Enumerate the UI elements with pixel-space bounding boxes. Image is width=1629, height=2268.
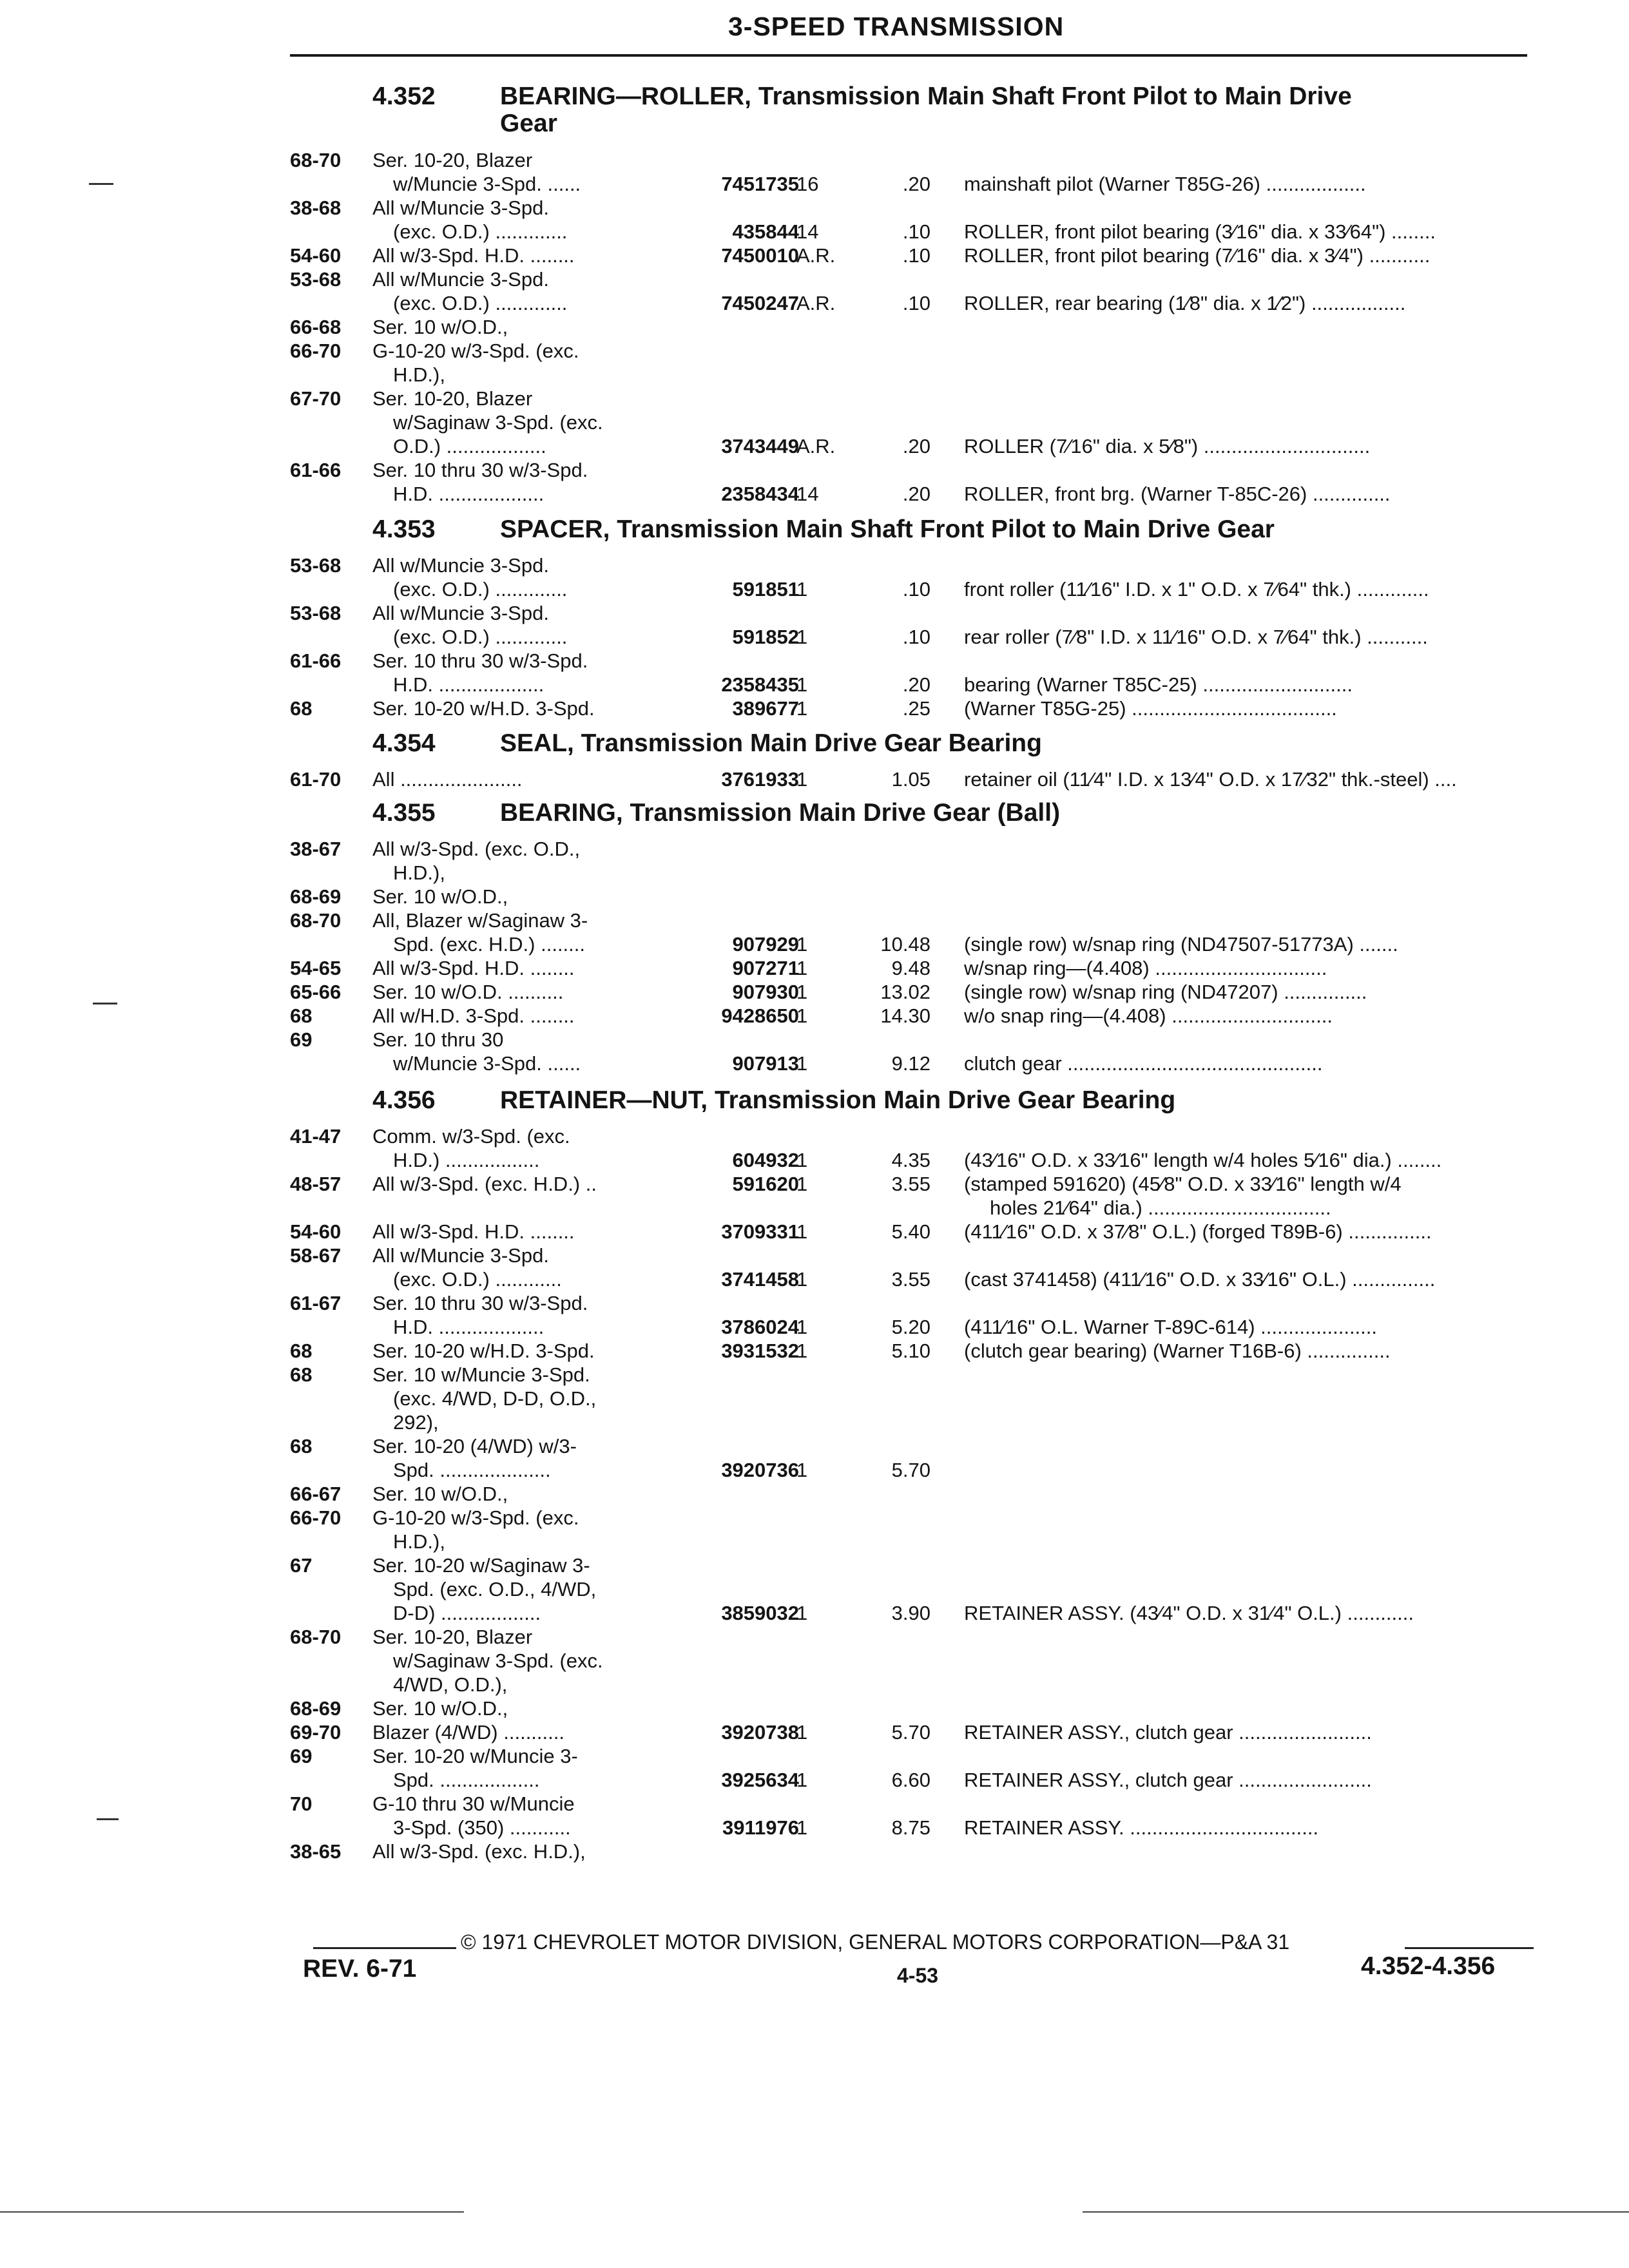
application-desc: Ser. 10-20 (4/WD) w/3- [372, 1435, 577, 1457]
catalog-row [0, 292, 1629, 315]
application-desc: Spd. (exc. H.D.) ........ [393, 933, 586, 956]
part-number: 591620 [732, 1173, 799, 1195]
application-desc: Ser. 10 w/O.D., [372, 1697, 508, 1720]
application-desc: Ser. 10 w/O.D., [372, 316, 508, 338]
part-number: 3859032 [721, 1602, 799, 1624]
catalog-row [0, 1578, 1629, 1601]
page-number: 4-53 [897, 1964, 939, 1987]
catalog-row [0, 244, 1629, 267]
model-years: 68-69 [290, 885, 342, 908]
application-desc: Ser. 10-20 w/H.D. 3-Spd. [372, 1340, 595, 1362]
footer-rule-right [1405, 1947, 1534, 1949]
price: 1.05 [891, 768, 930, 791]
part-description: bearing (Warner T85C-25) ........................... [964, 673, 1353, 696]
model-years: 48-57 [290, 1173, 342, 1195]
application-desc: All w/Muncie 3-Spd. [372, 197, 549, 219]
section-title: BEARING—ROLLER, Transmission Main Shaft Front Pilot to Main Drive [500, 82, 1352, 110]
model-years: 66-68 [290, 316, 342, 338]
catalog-row [0, 220, 1629, 244]
model-years: 69 [290, 1745, 313, 1767]
application-desc: Ser. 10 w/O.D. .......... [372, 981, 564, 1003]
application-desc: H.D.) ................. [393, 1149, 540, 1171]
catalog-row [0, 626, 1629, 649]
price: .10 [902, 292, 930, 314]
application-desc: All w/Muncie 3-Spd. [372, 268, 549, 291]
model-years: 61-66 [290, 649, 342, 672]
application-desc: All w/3-Spd. (exc. H.D.), [372, 1840, 586, 1863]
quantity: 1 [796, 626, 808, 648]
catalog-row [0, 363, 1629, 387]
model-years: 53-68 [290, 554, 342, 577]
part-number: 907913 [732, 1052, 799, 1075]
application-desc: H.D. ................... [393, 1316, 545, 1338]
application-desc: 4/WD, O.D.), [393, 1673, 508, 1696]
price: .20 [902, 435, 930, 457]
section-number: 4.354 [372, 729, 436, 757]
catalog-row [0, 602, 1629, 625]
price: 5.20 [891, 1316, 930, 1338]
price: 14.30 [880, 1004, 930, 1027]
application-desc: (exc. O.D.) ............. [393, 292, 568, 314]
application-desc: Spd. .................... [393, 1459, 551, 1481]
model-years: 54-65 [290, 957, 342, 979]
part-number: 435844 [732, 220, 799, 243]
part-number: 3741458 [721, 1268, 799, 1291]
application-desc: Ser. 10-20 w/Muncie 3- [372, 1745, 578, 1767]
part-number: 907271 [732, 957, 799, 979]
model-years: 41-47 [290, 1125, 342, 1148]
application-desc: 3-Spd. (350) ........... [393, 1816, 571, 1839]
part-number: 2358435 [721, 673, 799, 696]
quantity: 1 [796, 1052, 808, 1075]
part-description: ROLLER, front brg. (Warner T-85C-26) .............. [964, 483, 1391, 505]
part-description: ROLLER, front pilot bearing (7⁄16" dia. x 3⁄4") ........... [964, 244, 1431, 267]
catalog-row [0, 1602, 1629, 1625]
scan-edge-line [1083, 2211, 1629, 2213]
catalog-row [0, 649, 1629, 673]
part-description: RETAINER ASSY., clutch gear ........................ [964, 1721, 1372, 1744]
copyright-notice: © 1971 CHEVROLET MOTOR DIVISION, GENERAL MOTORS CORPORATION—P&A 31 [461, 1930, 1290, 1954]
price: .25 [902, 697, 930, 720]
quantity: 1 [796, 697, 808, 720]
catalog-row [0, 673, 1629, 697]
price: .20 [902, 673, 930, 696]
application-desc: All, Blazer w/Saginaw 3- [372, 909, 588, 932]
application-desc: H.D. ................... [393, 483, 545, 505]
model-years: 38-67 [290, 838, 342, 860]
part-description: (43⁄16" O.D. x 33⁄16" length w/4 holes 5⁄16" dia.) ........ [964, 1149, 1442, 1171]
section-range: 4.352-4.356 [1361, 1952, 1496, 1980]
catalog-row [0, 1792, 1629, 1816]
catalog-row [0, 435, 1629, 458]
model-years: 58-67 [290, 1244, 342, 1267]
catalog-row [0, 1435, 1629, 1458]
part-number: 389677 [732, 697, 799, 720]
model-years: 61-70 [290, 768, 342, 791]
catalog-row [0, 1506, 1629, 1530]
application-desc: G-10-20 w/3-Spd. (exc. [372, 1506, 579, 1529]
price: 3.55 [891, 1173, 930, 1195]
catalog-row [0, 1244, 1629, 1267]
application-desc: Ser. 10 w/O.D., [372, 1483, 508, 1505]
catalog-row [0, 1483, 1629, 1506]
part-description: front roller (11⁄16" I.D. x 1" O.D. x 7⁄64" thk.) ............. [964, 578, 1429, 601]
section-title: SEAL, Transmission Main Drive Gear Bearing [500, 729, 1042, 757]
price: 9.48 [891, 957, 930, 979]
application-desc: Ser. 10 w/O.D., [372, 885, 508, 908]
price: 5.70 [891, 1459, 930, 1481]
model-years: 61-67 [290, 1292, 342, 1314]
catalog-row [0, 1530, 1629, 1553]
quantity: 1 [796, 1149, 808, 1171]
catalog-row [0, 1196, 1629, 1220]
part-number: 3743449 [721, 435, 799, 457]
catalog-row [0, 173, 1629, 196]
part-number: 591851 [732, 578, 799, 601]
section-number: 4.352 [372, 82, 436, 110]
part-description: ROLLER (7⁄16" dia. x 5⁄8") .............................. [964, 435, 1371, 457]
part-description: RETAINER ASSY. (43⁄4" O.D. x 31⁄4" O.L.) ............ [964, 1602, 1414, 1624]
part-description: ROLLER, front pilot bearing (3⁄16" dia. x 33⁄64") ........ [964, 220, 1436, 243]
price: .20 [902, 483, 930, 505]
application-desc: Ser. 10 thru 30 w/3-Spd. [372, 459, 588, 481]
application-desc: Ser. 10-20 w/Saginaw 3- [372, 1554, 590, 1577]
price: 5.40 [891, 1220, 930, 1243]
application-desc: (exc. 4/WD, D-D, O.D., [393, 1387, 597, 1410]
catalog-row [0, 316, 1629, 339]
part-description: holes 21⁄64" dia.) ................................. [990, 1196, 1331, 1219]
catalog-row [0, 149, 1629, 172]
price: 13.02 [880, 981, 930, 1003]
catalog-row [0, 1363, 1629, 1387]
catalog-row [0, 1721, 1629, 1744]
price: 4.35 [891, 1149, 930, 1171]
catalog-row [0, 1649, 1629, 1673]
catalog-row [0, 885, 1629, 908]
part-number: 7450247 [721, 292, 799, 314]
catalog-row [0, 411, 1629, 434]
quantity: 1 [796, 673, 808, 696]
page-title: 3-SPEED TRANSMISSION [728, 12, 1065, 41]
application-desc: All w/3-Spd. H.D. ........ [372, 1220, 575, 1243]
application-desc: All w/Muncie 3-Spd. [372, 554, 549, 577]
application-desc: Ser. 10-20 w/H.D. 3-Spd. [372, 697, 595, 720]
quantity: 1 [796, 1268, 808, 1291]
quantity: 1 [796, 1816, 808, 1839]
part-description: (411⁄16" O.L. Warner T-89C-614) ..................... [964, 1316, 1378, 1338]
model-years: 67-70 [290, 387, 342, 410]
model-years: 68-69 [290, 1697, 342, 1720]
part-number: 604932 [732, 1149, 799, 1171]
part-number: 3911976 [722, 1816, 799, 1839]
part-description: rear roller (7⁄8" I.D. x 11⁄16" O.D. x 7⁄64" thk.) ........... [964, 626, 1428, 648]
application-desc: Ser. 10-20, Blazer [372, 387, 533, 410]
section-number: 4.355 [372, 799, 436, 827]
quantity: 16 [796, 173, 819, 195]
price: 3.90 [891, 1602, 930, 1624]
quantity: 1 [796, 1340, 808, 1362]
application-desc: Blazer (4/WD) ........... [372, 1721, 564, 1744]
catalog-row [0, 1173, 1629, 1196]
application-desc: w/Saginaw 3-Spd. (exc. [393, 1649, 603, 1672]
catalog-row [0, 387, 1629, 410]
application-desc: (exc. O.D.) ............ [393, 1268, 562, 1291]
quantity: 1 [796, 1459, 808, 1481]
catalog-row [0, 1149, 1629, 1172]
model-years: 68 [290, 1340, 313, 1362]
price: .10 [902, 220, 930, 243]
price: 9.12 [891, 1052, 930, 1075]
part-number: 9428650 [721, 1004, 799, 1027]
catalog-row [0, 1459, 1629, 1482]
application-desc: Spd. .................. [393, 1769, 540, 1791]
price: .10 [902, 244, 930, 267]
application-desc: All w/Muncie 3-Spd. [372, 1244, 549, 1267]
catalog-row [0, 1387, 1629, 1410]
model-years: 69 [290, 1028, 313, 1051]
catalog-row [0, 1554, 1629, 1577]
scan-edge-line [0, 2211, 464, 2213]
model-years: 53-68 [290, 602, 342, 624]
application-desc: Ser. 10-20, Blazer [372, 149, 533, 171]
part-number: 3920736 [721, 1459, 799, 1481]
application-desc: Ser. 10-20, Blazer [372, 1626, 533, 1648]
price: 3.55 [891, 1268, 930, 1291]
quantity: 1 [796, 578, 808, 601]
application-desc: w/Muncie 3-Spd. ...... [393, 1052, 581, 1075]
part-description: w/o snap ring—(4.408) ............................. [964, 1004, 1333, 1027]
model-years: 68-70 [290, 909, 342, 932]
model-years: 66-67 [290, 1483, 342, 1505]
catalog-row [0, 1840, 1629, 1863]
model-years: 54-60 [290, 244, 342, 267]
section-title: RETAINER—NUT, Transmission Main Drive Gear Bearing [500, 1086, 1176, 1114]
catalog-row [0, 340, 1629, 363]
section-title: SPACER, Transmission Main Shaft Front Pilot to Main Drive Gear [500, 515, 1275, 543]
revision-label: REV. 6-71 [303, 1955, 417, 1983]
catalog-row [0, 933, 1629, 956]
part-number: 3925634 [721, 1769, 799, 1791]
part-description: ROLLER, rear bearing (1⁄8" dia. x 1⁄2") ................. [964, 292, 1406, 314]
part-description: (single row) w/snap ring (ND47207) ............... [964, 981, 1367, 1003]
application-desc: w/Saginaw 3-Spd. (exc. [393, 411, 603, 434]
application-desc: All w/3-Spd. (exc. O.D., [372, 838, 581, 860]
catalog-row [0, 768, 1629, 791]
quantity: 1 [796, 1004, 808, 1027]
application-desc: All w/Muncie 3-Spd. [372, 602, 549, 624]
price: 8.75 [891, 1816, 930, 1839]
quantity: A.R. [796, 244, 836, 267]
quantity: A.R. [796, 435, 836, 457]
part-description: RETAINER ASSY. .................................. [964, 1816, 1319, 1839]
catalog-row [0, 1125, 1629, 1148]
part-number: 3709331 [721, 1220, 799, 1243]
catalog-row [0, 1028, 1629, 1052]
footer-rule-left [313, 1947, 456, 1949]
section-title: BEARING, Transmission Main Drive Gear (Ball) [500, 799, 1061, 827]
part-description: mainshaft pilot (Warner T85G-26) .................. [964, 173, 1366, 195]
application-desc: (exc. O.D.) ............. [393, 578, 568, 601]
header-rule [290, 54, 1527, 57]
application-desc: All w/H.D. 3-Spd. ........ [372, 1004, 575, 1027]
application-desc: w/Muncie 3-Spd. ...... [393, 173, 581, 195]
application-desc: Comm. w/3-Spd. (exc. [372, 1125, 570, 1148]
application-desc: H.D. ................... [393, 673, 545, 696]
part-description: (single row) w/snap ring (ND47507-51773A) ....... [964, 933, 1398, 956]
application-desc: (exc. O.D.) ............. [393, 626, 568, 648]
catalog-row [0, 838, 1629, 861]
model-years: 65-66 [290, 981, 342, 1003]
application-desc: H.D.), [393, 1530, 445, 1553]
part-description: w/snap ring—(4.408) ............................... [964, 957, 1327, 979]
catalog-row [0, 1745, 1629, 1768]
model-years: 66-70 [290, 1506, 342, 1529]
quantity: 1 [796, 768, 808, 791]
application-desc: All w/3-Spd. H.D. ........ [372, 957, 575, 979]
catalog-row [0, 1411, 1629, 1434]
quantity: 1 [796, 981, 808, 1003]
catalog-row [0, 197, 1629, 220]
model-years: 68 [290, 697, 313, 720]
price: 5.10 [891, 1340, 930, 1362]
catalog-row [0, 483, 1629, 506]
part-description: (Warner T85G-25) ..................................... [964, 697, 1337, 720]
part-description: retainer oil (11⁄4" I.D. x 13⁄4" O.D. x 17⁄32" thk.-steel) .... [964, 768, 1457, 791]
application-desc: G-10 thru 30 w/Muncie [372, 1792, 575, 1815]
quantity: 1 [796, 1602, 808, 1624]
section-number: 4.353 [372, 515, 436, 543]
catalog-row [0, 697, 1629, 720]
model-years: 54-60 [290, 1220, 342, 1243]
quantity: A.R. [796, 292, 836, 314]
part-description: (411⁄16" O.D. x 37⁄8" O.L.) (forged T89B-6) ............... [964, 1220, 1432, 1243]
quantity: 1 [796, 1721, 808, 1744]
part-number: 2358434 [721, 483, 799, 505]
model-years: 70 [290, 1792, 313, 1815]
part-description: RETAINER ASSY., clutch gear ........................ [964, 1769, 1372, 1791]
model-years: 53-68 [290, 268, 342, 291]
part-number: 907929 [732, 933, 799, 956]
part-number: 3761933 [721, 768, 799, 791]
application-desc: Ser. 10 thru 30 w/3-Spd. [372, 1292, 588, 1314]
catalog-row [0, 1316, 1629, 1339]
section-number: 4.356 [372, 1086, 436, 1114]
catalog-row [0, 1220, 1629, 1244]
quantity: 14 [796, 483, 819, 505]
application-desc: All w/3-Spd. (exc. H.D.) .. [372, 1173, 597, 1195]
quantity: 1 [796, 1220, 808, 1243]
application-desc: G-10-20 w/3-Spd. (exc. [372, 340, 579, 362]
price: .10 [902, 626, 930, 648]
price: .20 [902, 173, 930, 195]
application-desc: D-D) .................. [393, 1602, 541, 1624]
catalog-row [0, 1626, 1629, 1649]
model-years: 66-70 [290, 340, 342, 362]
application-desc: Ser. 10 w/Muncie 3-Spd. [372, 1363, 590, 1386]
part-number: 3920738 [721, 1721, 799, 1744]
quantity: 1 [796, 1316, 808, 1338]
quantity: 14 [796, 220, 819, 243]
model-years: 68-70 [290, 1626, 342, 1648]
catalog-row [0, 1816, 1629, 1840]
part-description: clutch gear .............................................. [964, 1052, 1323, 1075]
model-years: 68-70 [290, 149, 342, 171]
price: .10 [902, 578, 930, 601]
catalog-row [0, 268, 1629, 291]
quantity: 1 [796, 1173, 808, 1195]
model-years: 68 [290, 1363, 313, 1386]
catalog-row [0, 1673, 1629, 1696]
application-desc: All ...................... [372, 768, 523, 791]
part-description: (clutch gear bearing) (Warner T16B-6) ............... [964, 1340, 1391, 1362]
model-years: 67 [290, 1554, 313, 1577]
model-years: 68 [290, 1004, 313, 1027]
catalog-row [0, 1052, 1629, 1075]
quantity: 1 [796, 933, 808, 956]
price: 5.70 [891, 1721, 930, 1744]
catalog-row [0, 957, 1629, 980]
price: 6.60 [891, 1769, 930, 1791]
application-desc: Spd. (exc. O.D., 4/WD, [393, 1578, 597, 1600]
application-desc: (exc. O.D.) ............. [393, 220, 568, 243]
application-desc: H.D.), [393, 363, 445, 386]
model-years: 38-65 [290, 1840, 342, 1863]
part-description: (stamped 591620) (45⁄8" O.D. x 33⁄16" length w/4 [964, 1173, 1402, 1195]
catalog-row [0, 1268, 1629, 1291]
part-number: 3931532 [721, 1340, 799, 1362]
catalog-row [0, 1340, 1629, 1363]
part-number: 3786024 [721, 1316, 799, 1338]
catalog-row [0, 981, 1629, 1004]
catalog-row [0, 459, 1629, 482]
model-years: 69-70 [290, 1721, 342, 1744]
application-desc: Ser. 10 thru 30 [372, 1028, 504, 1051]
part-number: 7451735 [721, 173, 799, 195]
part-number: 591852 [732, 626, 799, 648]
application-desc: O.D.) .................. [393, 435, 546, 457]
application-desc: 292), [393, 1411, 439, 1434]
quantity: 1 [796, 957, 808, 979]
model-years: 61-66 [290, 459, 342, 481]
part-number: 907930 [732, 981, 799, 1003]
model-years: 68 [290, 1435, 313, 1457]
quantity: 1 [796, 1769, 808, 1791]
catalog-row [0, 554, 1629, 577]
catalog-row [0, 909, 1629, 932]
catalog-row [0, 1292, 1629, 1315]
catalog-row [0, 578, 1629, 601]
catalog-row [0, 1004, 1629, 1028]
price: 10.48 [880, 933, 930, 956]
application-desc: Ser. 10 thru 30 w/3-Spd. [372, 649, 588, 672]
catalog-row [0, 1697, 1629, 1720]
part-number: 7450010 [721, 244, 799, 267]
catalog-row [0, 861, 1629, 885]
model-years: 38-68 [290, 197, 342, 219]
application-desc: All w/3-Spd. H.D. ........ [372, 244, 575, 267]
part-description: (cast 3741458) (411⁄16" O.D. x 33⁄16" O.L.) ............... [964, 1268, 1436, 1291]
section-title-continued: Gear [500, 110, 557, 137]
application-desc: H.D.), [393, 861, 445, 884]
catalog-row [0, 1769, 1629, 1792]
